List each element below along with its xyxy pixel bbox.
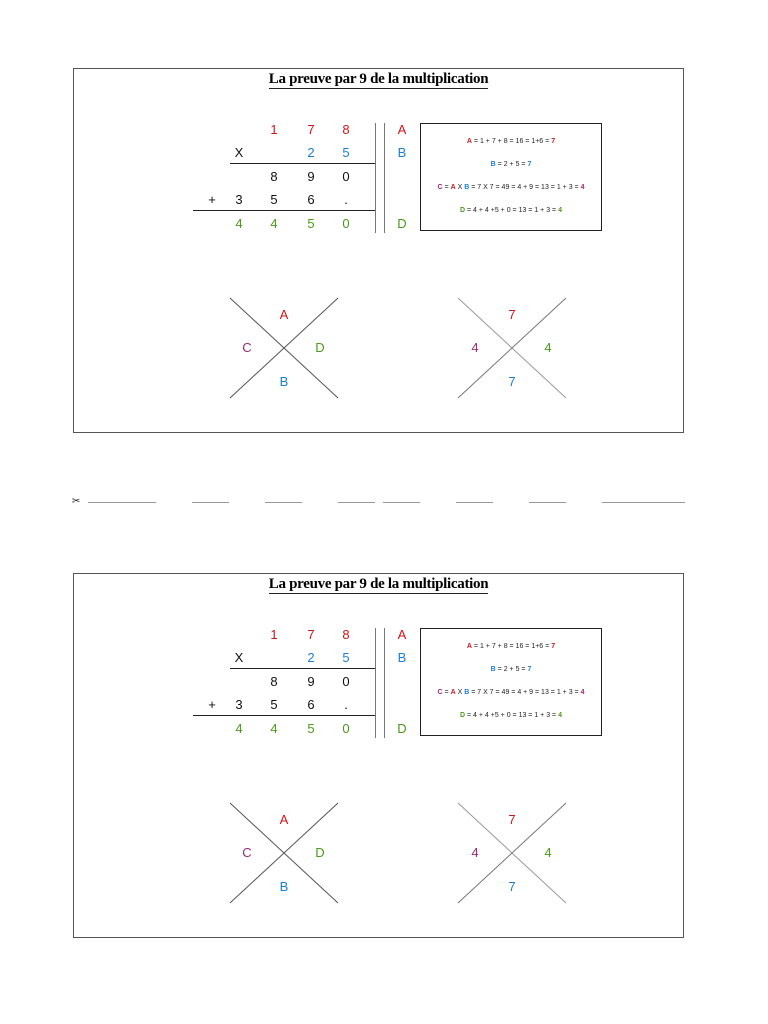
- digit: 4: [235, 721, 243, 736]
- digit: 8: [342, 122, 350, 137]
- formula-box: [420, 123, 602, 231]
- digit: 3: [235, 697, 243, 712]
- cut-line: [602, 502, 685, 503]
- separator: [375, 123, 376, 233]
- cross-top: A: [279, 812, 289, 827]
- digit: 4: [270, 216, 278, 231]
- plus-sign: +: [208, 697, 216, 712]
- digit: .: [344, 697, 348, 712]
- cross-right: D: [315, 845, 325, 860]
- formula-c: C = A X B = 7 X 7 = 49 = 4 + 9 = 13 = 1 + 3 = 4: [437, 689, 585, 696]
- cross-right: 4: [544, 340, 552, 355]
- digit: 8: [342, 627, 350, 642]
- digit: 5: [342, 145, 350, 160]
- cut-line: [192, 502, 229, 503]
- cut-line: [456, 502, 493, 503]
- cross-left: 4: [471, 845, 479, 860]
- cross-left: C: [242, 340, 252, 355]
- formula-a: A = 1 + 7 + 8 = 16 = 1+6 = 7: [466, 138, 556, 145]
- digit: 5: [307, 721, 315, 736]
- times-sign: X: [234, 650, 244, 665]
- digit: 7: [307, 627, 315, 642]
- digit: 7: [307, 122, 315, 137]
- separator: [384, 628, 385, 738]
- times-sign: X: [234, 145, 244, 160]
- digit: 1: [270, 122, 278, 137]
- separator: [384, 123, 385, 233]
- cut-line: [88, 502, 156, 503]
- cross-bottom: 7: [508, 879, 516, 894]
- digit: 4: [270, 721, 278, 736]
- digit: 2: [307, 650, 315, 665]
- formula-c: C = A X B = 7 X 7 = 49 = 4 + 9 = 13 = 1 + 3 = 4: [437, 184, 585, 191]
- rule: [230, 163, 376, 164]
- rule: [230, 668, 376, 669]
- cut-line: [383, 502, 420, 503]
- formula-b: B = 2 + 5 = 7: [490, 161, 532, 168]
- cut-line: [338, 502, 375, 503]
- digit: 4: [235, 216, 243, 231]
- digit: .: [344, 192, 348, 207]
- digit: 3: [235, 192, 243, 207]
- card-title: La preuve par 9 de la multiplication: [268, 576, 489, 592]
- cross-left: C: [242, 845, 252, 860]
- card-title: La preuve par 9 de la multiplication: [268, 71, 489, 87]
- cut-line: [529, 502, 566, 503]
- letter-d: D: [397, 721, 407, 736]
- digit: 1: [270, 627, 278, 642]
- plus-sign: +: [208, 192, 216, 207]
- digit: 5: [342, 650, 350, 665]
- separator: [375, 628, 376, 738]
- digit: 8: [270, 674, 278, 689]
- cross-diagram-letters: [228, 296, 340, 400]
- cross-right: D: [315, 340, 325, 355]
- cross-bottom: B: [279, 879, 289, 894]
- digit: 5: [270, 192, 278, 207]
- digit: 9: [307, 169, 315, 184]
- digit: 6: [307, 192, 315, 207]
- proof-card: [73, 573, 684, 938]
- cross-top: 7: [508, 307, 516, 322]
- cross-top: 7: [508, 812, 516, 827]
- cross-bottom: B: [279, 374, 289, 389]
- cross-diagram-values: [456, 801, 568, 905]
- formula-b: B = 2 + 5 = 7: [490, 666, 532, 673]
- cross-bottom: 7: [508, 374, 516, 389]
- cross-diagram-values: [456, 296, 568, 400]
- digit: 2: [307, 145, 315, 160]
- letter-a: A: [397, 627, 407, 642]
- letter-b: B: [397, 145, 407, 160]
- cross-top: A: [279, 307, 289, 322]
- formula-d: D = 4 + 4 +5 + 0 = 13 = 1 + 3 = 4: [460, 712, 562, 719]
- digit: 0: [342, 721, 350, 736]
- cut-line: [265, 502, 302, 503]
- digit: 0: [342, 169, 350, 184]
- rule: [193, 210, 376, 211]
- digit: 5: [270, 697, 278, 712]
- scissors-icon: ✂: [72, 496, 81, 507]
- rule: [193, 715, 376, 716]
- cross-diagram-letters: [228, 801, 340, 905]
- cross-left: 4: [471, 340, 479, 355]
- proof-card: [73, 68, 684, 433]
- formula-a: A = 1 + 7 + 8 = 16 = 1+6 = 7: [466, 643, 556, 650]
- letter-b: B: [397, 650, 407, 665]
- digit: 8: [270, 169, 278, 184]
- digit: 9: [307, 674, 315, 689]
- formula-d: D = 4 + 4 +5 + 0 = 13 = 1 + 3 = 4: [460, 207, 562, 214]
- cross-right: 4: [544, 845, 552, 860]
- letter-a: A: [397, 122, 407, 137]
- digit: 5: [307, 216, 315, 231]
- digit: 0: [342, 216, 350, 231]
- formula-box: [420, 628, 602, 736]
- digit: 0: [342, 674, 350, 689]
- letter-d: D: [397, 216, 407, 231]
- digit: 6: [307, 697, 315, 712]
